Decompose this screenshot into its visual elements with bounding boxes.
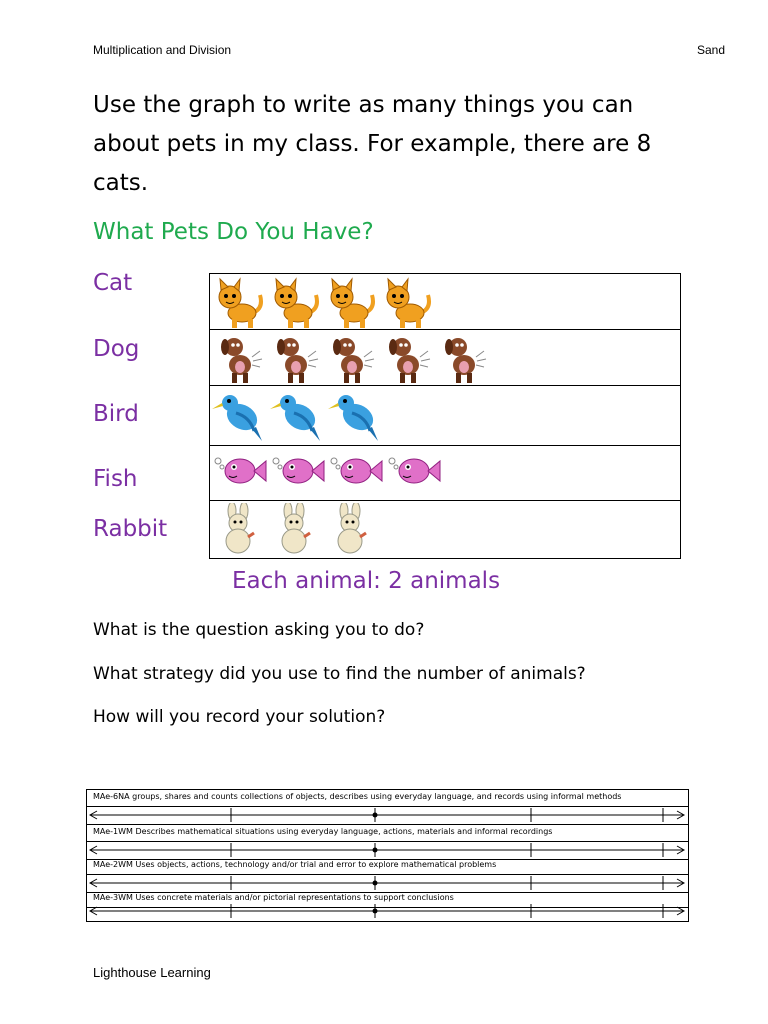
graph-key: Each animal: 2 animals — [232, 568, 501, 594]
header-title: Multiplication and Division — [93, 43, 232, 57]
fish-icon — [212, 451, 268, 491]
grid-divider — [210, 385, 680, 386]
standard-row — [87, 790, 688, 807]
question-2: What strategy did you use to find the number of animals? — [93, 664, 586, 684]
continuum-arrow — [87, 875, 688, 892]
bird-row-pictures — [212, 389, 386, 443]
intro-instructions: Use the graph to write as many things you can about pets in my class. For example, there are 8 cats. — [93, 92, 652, 196]
continuum-arrow — [87, 842, 688, 859]
standard-text: MAe-1WM Describes mathematical situations using everyday language, actions, materials and informal recordings — [93, 827, 553, 836]
standard-continuum — [87, 807, 688, 825]
row-label-dog: Dog — [93, 336, 140, 362]
fish-icon — [386, 451, 442, 491]
header-author: Sand — [696, 43, 725, 57]
standard-text: MAe-6NA groups, shares and counts collections of objects, describes using everyday language, and records using informal methods — [93, 792, 622, 801]
rabbit-row-pictures — [212, 503, 380, 557]
continuum-arrow — [87, 903, 688, 920]
standard-text: MAe-2WM Uses objects, actions, technology and/or trial and error to explore mathematical problems — [93, 860, 497, 869]
cat-row-pictures — [212, 275, 436, 329]
bird-icon — [212, 389, 268, 443]
cat-icon — [324, 275, 378, 329]
standard-row — [87, 858, 688, 875]
bird-icon — [270, 389, 326, 443]
dog-row-pictures — [212, 331, 492, 385]
row-label-bird: Bird — [93, 401, 139, 427]
cat-icon — [268, 275, 322, 329]
grid-divider — [210, 500, 680, 501]
standard-row — [87, 825, 688, 842]
dog-icon — [436, 331, 490, 385]
fish-icon — [270, 451, 326, 491]
grid-divider — [210, 329, 680, 330]
fish-row-pictures — [212, 451, 444, 491]
standard-continuum — [87, 903, 688, 920]
question-3: How will you record your solution? — [93, 707, 386, 727]
fish-icon — [328, 451, 384, 491]
row-label-fish: Fish — [93, 466, 138, 492]
row-label-cat: Cat — [93, 270, 133, 296]
bird-icon — [328, 389, 384, 443]
grid-divider — [210, 445, 680, 446]
dog-icon — [380, 331, 434, 385]
rabbit-icon — [324, 503, 378, 557]
cat-icon — [212, 275, 266, 329]
dog-icon — [268, 331, 322, 385]
graph-title: What Pets Do You Have? — [93, 219, 374, 245]
dog-icon — [212, 331, 266, 385]
cat-icon — [380, 275, 434, 329]
rabbit-icon — [268, 503, 322, 557]
standards-table — [86, 789, 689, 922]
rabbit-icon — [212, 503, 266, 557]
continuum-arrow — [87, 807, 688, 824]
row-label-rabbit: Rabbit — [93, 516, 168, 542]
question-1: What is the question asking you to do? — [93, 620, 425, 640]
dog-icon — [324, 331, 378, 385]
standard-text: MAe-3WM Uses concrete materials and/or pictorial representations to support conclusions — [93, 893, 454, 902]
footer-brand: Lighthouse Learning — [93, 965, 211, 980]
